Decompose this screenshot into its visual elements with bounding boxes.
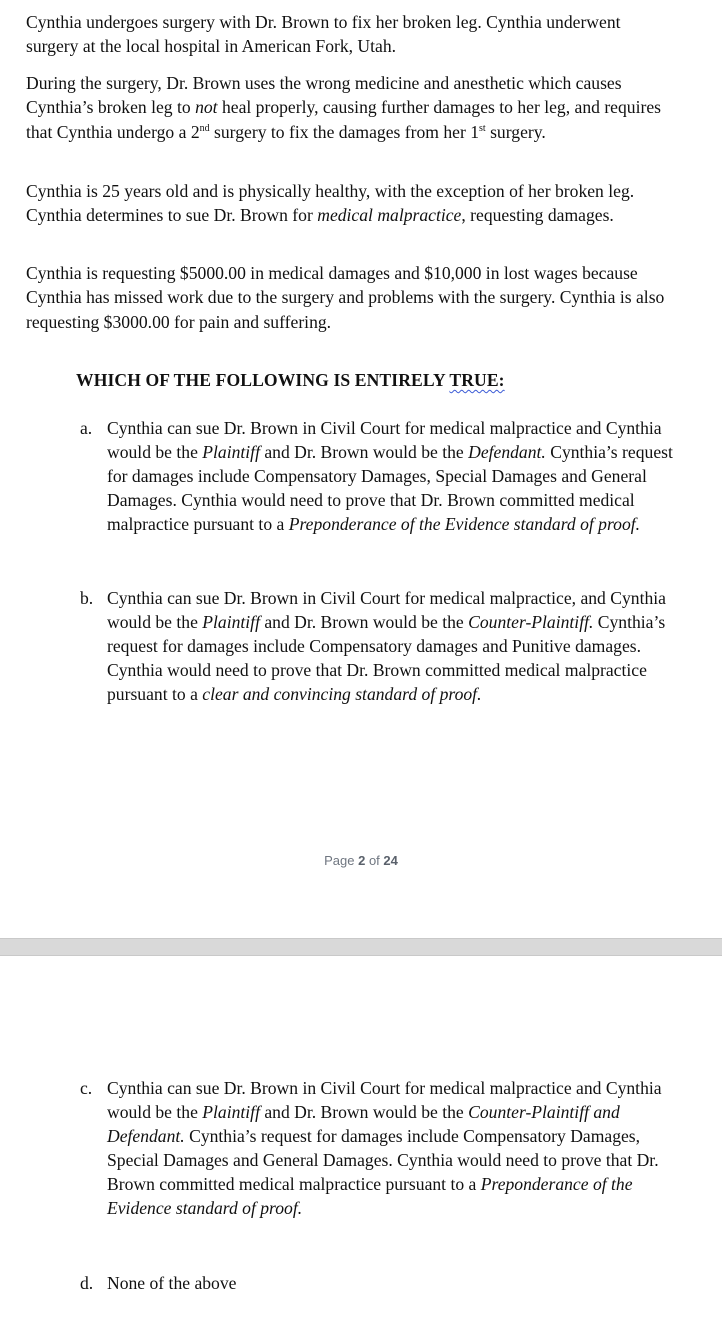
superscript: nd (199, 122, 210, 134)
paragraph-text: Cynthia undergoes surgery with Dr. Brown to fix her broken leg. Cynthia underwent surgery at the local hospital in American Fork, Utah. (26, 12, 621, 57)
page-break-gutter (0, 938, 722, 956)
option-a (80, 416, 680, 536)
text-run: Cynthia can sue Dr. Brown in Civil Court for medical malpractice and Cynthia would be the (107, 1078, 662, 1123)
emphasis-text: Preponderance of the Evidence standard of proof. (107, 1174, 633, 1219)
emphasis-text: Plaintiff (202, 612, 260, 633)
text-run: surgery. (485, 121, 546, 142)
emphasis-text: Counter-Plaintiff. (468, 612, 594, 633)
text-run: Cynthia can sue Dr. Brown in Civil Court for medical malpractice, and Cynthia would be the (107, 588, 666, 633)
emphasis-text: Plaintiff (202, 1102, 260, 1123)
text-run: Cynthia’s request for damages include Compensatory Damages, Special Damages and General Damages. Cynthia would need to prove that Dr. Brown committed medical malpractice pursuant to a (107, 442, 673, 535)
paragraph-damages-requested (26, 261, 676, 334)
option-d (80, 1271, 680, 1295)
emphasis-text: medical malpractice (317, 205, 462, 226)
footer-text: Page (324, 853, 359, 868)
question-heading (76, 368, 505, 392)
option-b (80, 586, 680, 706)
footer-text: of (365, 853, 384, 868)
paragraph-surgery-error (26, 71, 676, 144)
text-run: Cynthia’s request for damages include Compensatory Damages, Special Damages and General Damages. Cynthia would need to prove that Dr. Brown committed medical malpractice pursuant to a (107, 1126, 659, 1195)
text-run: , requesting damages. (461, 205, 614, 226)
option-text (107, 416, 680, 536)
text-run: and Dr. Brown would be the (259, 442, 469, 463)
total-page-count: 24 (383, 853, 398, 868)
page-number-footer (0, 853, 722, 868)
text-run: Cynthia can sue Dr. Brown in Civil Court for medical malpractice and Cynthia would be the (107, 418, 662, 463)
option-text (107, 1271, 680, 1295)
text-run: Cynthia is 25 years old and is physically healthy, with the exception of her broken leg. Cynthia determines to sue Dr. Brown for (26, 181, 635, 226)
emphasis-text: Defendant. (468, 442, 546, 463)
spellcheck-flagged-word[interactable]: TRUE: (449, 370, 505, 390)
emphasis-text: Plaintiff (202, 442, 260, 463)
paragraph-text: Cynthia is requesting $5000.00 in medical damages and $10,000 in lost wages because Cynthia has missed work due to the surgery and problems with the surgery. Cynthia is also requesting $3000.00 for pain and suffering. (26, 263, 665, 332)
option-text (107, 586, 680, 706)
text-run: heal properly, causing further damages to her leg, and requires that Cynthia undergo a 2 (26, 97, 661, 142)
text-run: Cynthia’s request for damages include Compensatory damages and Punitive damages. Cynthia would need to prove that Dr. Brown committed medical malpractice pursuant to a (107, 612, 666, 705)
paragraph-plaintiff-health (26, 179, 676, 228)
emphasis-text: Preponderance of the Evidence standard of proof. (288, 514, 641, 535)
option-letter: d. (80, 1273, 94, 1293)
text-run: surgery to fix the damages from her 1 (209, 121, 480, 142)
text-run: During the surgery, Dr. Brown uses the wrong medicine and anesthetic which causes Cynthia’s broken leg to (26, 73, 622, 118)
paragraph-surgery-intro (26, 10, 676, 59)
emphasis-text: clear and convincing standard of proof. (202, 684, 482, 705)
emphasis-text: not (195, 97, 218, 118)
question-text: WHICH OF THE FOLLOWING IS ENTIRELY (76, 370, 450, 390)
option-c (80, 1076, 680, 1221)
text-run: and Dr. Brown would be the (259, 1102, 469, 1123)
document-page-2 (0, 956, 722, 1344)
text-run: None of the above (107, 1273, 237, 1293)
option-letter: b. (80, 588, 94, 608)
text-run: and Dr. Brown would be the (259, 612, 469, 633)
emphasis-text: Counter-Plaintiff and Defendant. (107, 1102, 620, 1147)
option-letter: c. (80, 1078, 93, 1098)
current-page-number: 2 (358, 853, 366, 868)
option-letter: a. (80, 418, 93, 438)
option-text (107, 1076, 680, 1221)
superscript: st (479, 122, 486, 134)
